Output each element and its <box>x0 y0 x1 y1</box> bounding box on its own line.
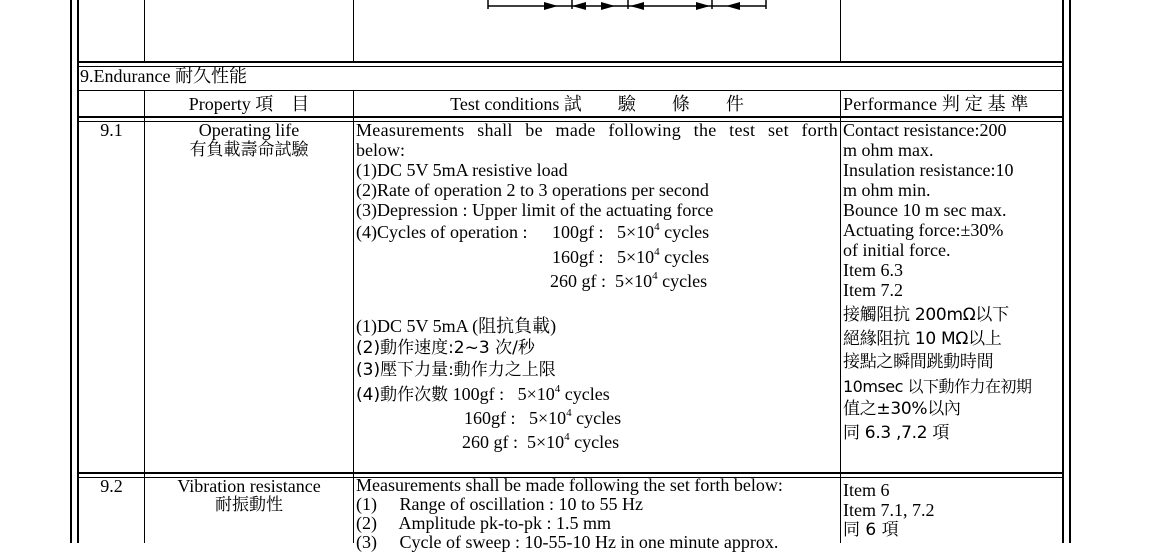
condition-line: Measurements shall be made following the test set forth <box>356 120 838 140</box>
header-performance: Performance 判 定 基 準 <box>843 94 1029 114</box>
performance-line-cn: 值之±30%以內 <box>843 399 961 419</box>
condition-line: (3)Depression : Upper limit of the actuating force <box>356 200 714 220</box>
condition-line: below: <box>356 140 405 160</box>
cycle-line: 260 gf : $5\times 10^4$ cycles <box>462 431 620 452</box>
performance-line: m ohm min. <box>843 180 931 200</box>
property-name-cn: 耐振動性 <box>215 495 283 515</box>
performance-line: of initial force. <box>843 240 951 260</box>
performance-line: Item 6 <box>843 480 890 500</box>
header-property: Property 項 目 <box>188 94 310 114</box>
waveform-diagram-fragment <box>480 0 780 12</box>
cycle-line: 260 gf : $5\times 10^4$ cycles <box>550 270 708 291</box>
condition-line: (1)DC 5V 5mA resistive load <box>356 160 568 180</box>
condition-line-cn: (2)動作速度:2~3 次/秒 <box>356 338 535 358</box>
performance-line: Item 7.2 <box>843 280 903 300</box>
header-test-conditions: Test conditions 試 驗 條 件 <box>450 94 744 114</box>
cycle-line: 100gf : $5\times 10^4$ cycles <box>552 221 710 242</box>
cycle-line: 160gf : $5\times 10^4$ cycles <box>552 246 710 267</box>
row-number: 9.1 <box>100 120 123 140</box>
section-title: 9.Endurance 耐久性能 <box>80 66 247 86</box>
performance-line: Insulation resistance:10 <box>843 160 1014 180</box>
cycles-label: (4)Cycles of operation : <box>356 222 528 242</box>
property-name-cn: 有負載壽命試驗 <box>189 140 309 160</box>
row-number: 9.2 <box>100 476 123 496</box>
cycle-line: (4)動作次數 100gf : $5\times 10^4$ cycles <box>356 383 610 405</box>
condition-line: (1) Range of oscillation : 10 to 55 Hz <box>356 494 643 514</box>
condition-line: Measurements shall be made following the set forth below: <box>356 475 783 495</box>
performance-line: Bounce 10 m sec max. <box>843 200 1007 220</box>
condition-line: (2)Rate of operation 2 to 3 operations per second <box>356 180 709 200</box>
condition-line-cn: (1)DC 5V 5mA (阻抗負載) <box>356 316 557 336</box>
performance-line: Item 7.1, 7.2 <box>843 500 935 520</box>
performance-line: m ohm max. <box>843 140 934 160</box>
condition-line: (3) Cycle of sweep : 10-55-10 Hz in one minute approx. <box>356 532 779 552</box>
performance-line-cn: 接點之瞬間跳動時間 <box>843 352 994 372</box>
property-name-en: Vibration resistance <box>177 476 321 496</box>
performance-line: Contact resistance:200 <box>843 120 1007 140</box>
performance-line: Actuating force:±30% <box>843 220 1004 240</box>
cycle-line: 160gf : $5\times 10^4$ cycles <box>464 407 622 428</box>
condition-line-cn: (3)壓下力量:動作力之上限 <box>356 360 556 380</box>
property-name-en: Operating life <box>198 120 300 140</box>
performance-line-cn: 接觸阻抗 200mΩ以下 <box>843 305 1009 325</box>
performance-line-cn: 絕緣阻抗 10 MΩ以上 <box>843 328 1002 349</box>
performance-line: Item 6.3 <box>843 260 903 280</box>
performance-line-cn: 10msec 以下動作力在初期 <box>843 376 1032 396</box>
performance-line-cn: 同 6.3 ,7.2 項 <box>843 422 950 443</box>
condition-line: (2) Amplitude pk-to-pk : 1.5 mm <box>356 513 611 533</box>
performance-line: 同 6 項 <box>843 520 899 540</box>
